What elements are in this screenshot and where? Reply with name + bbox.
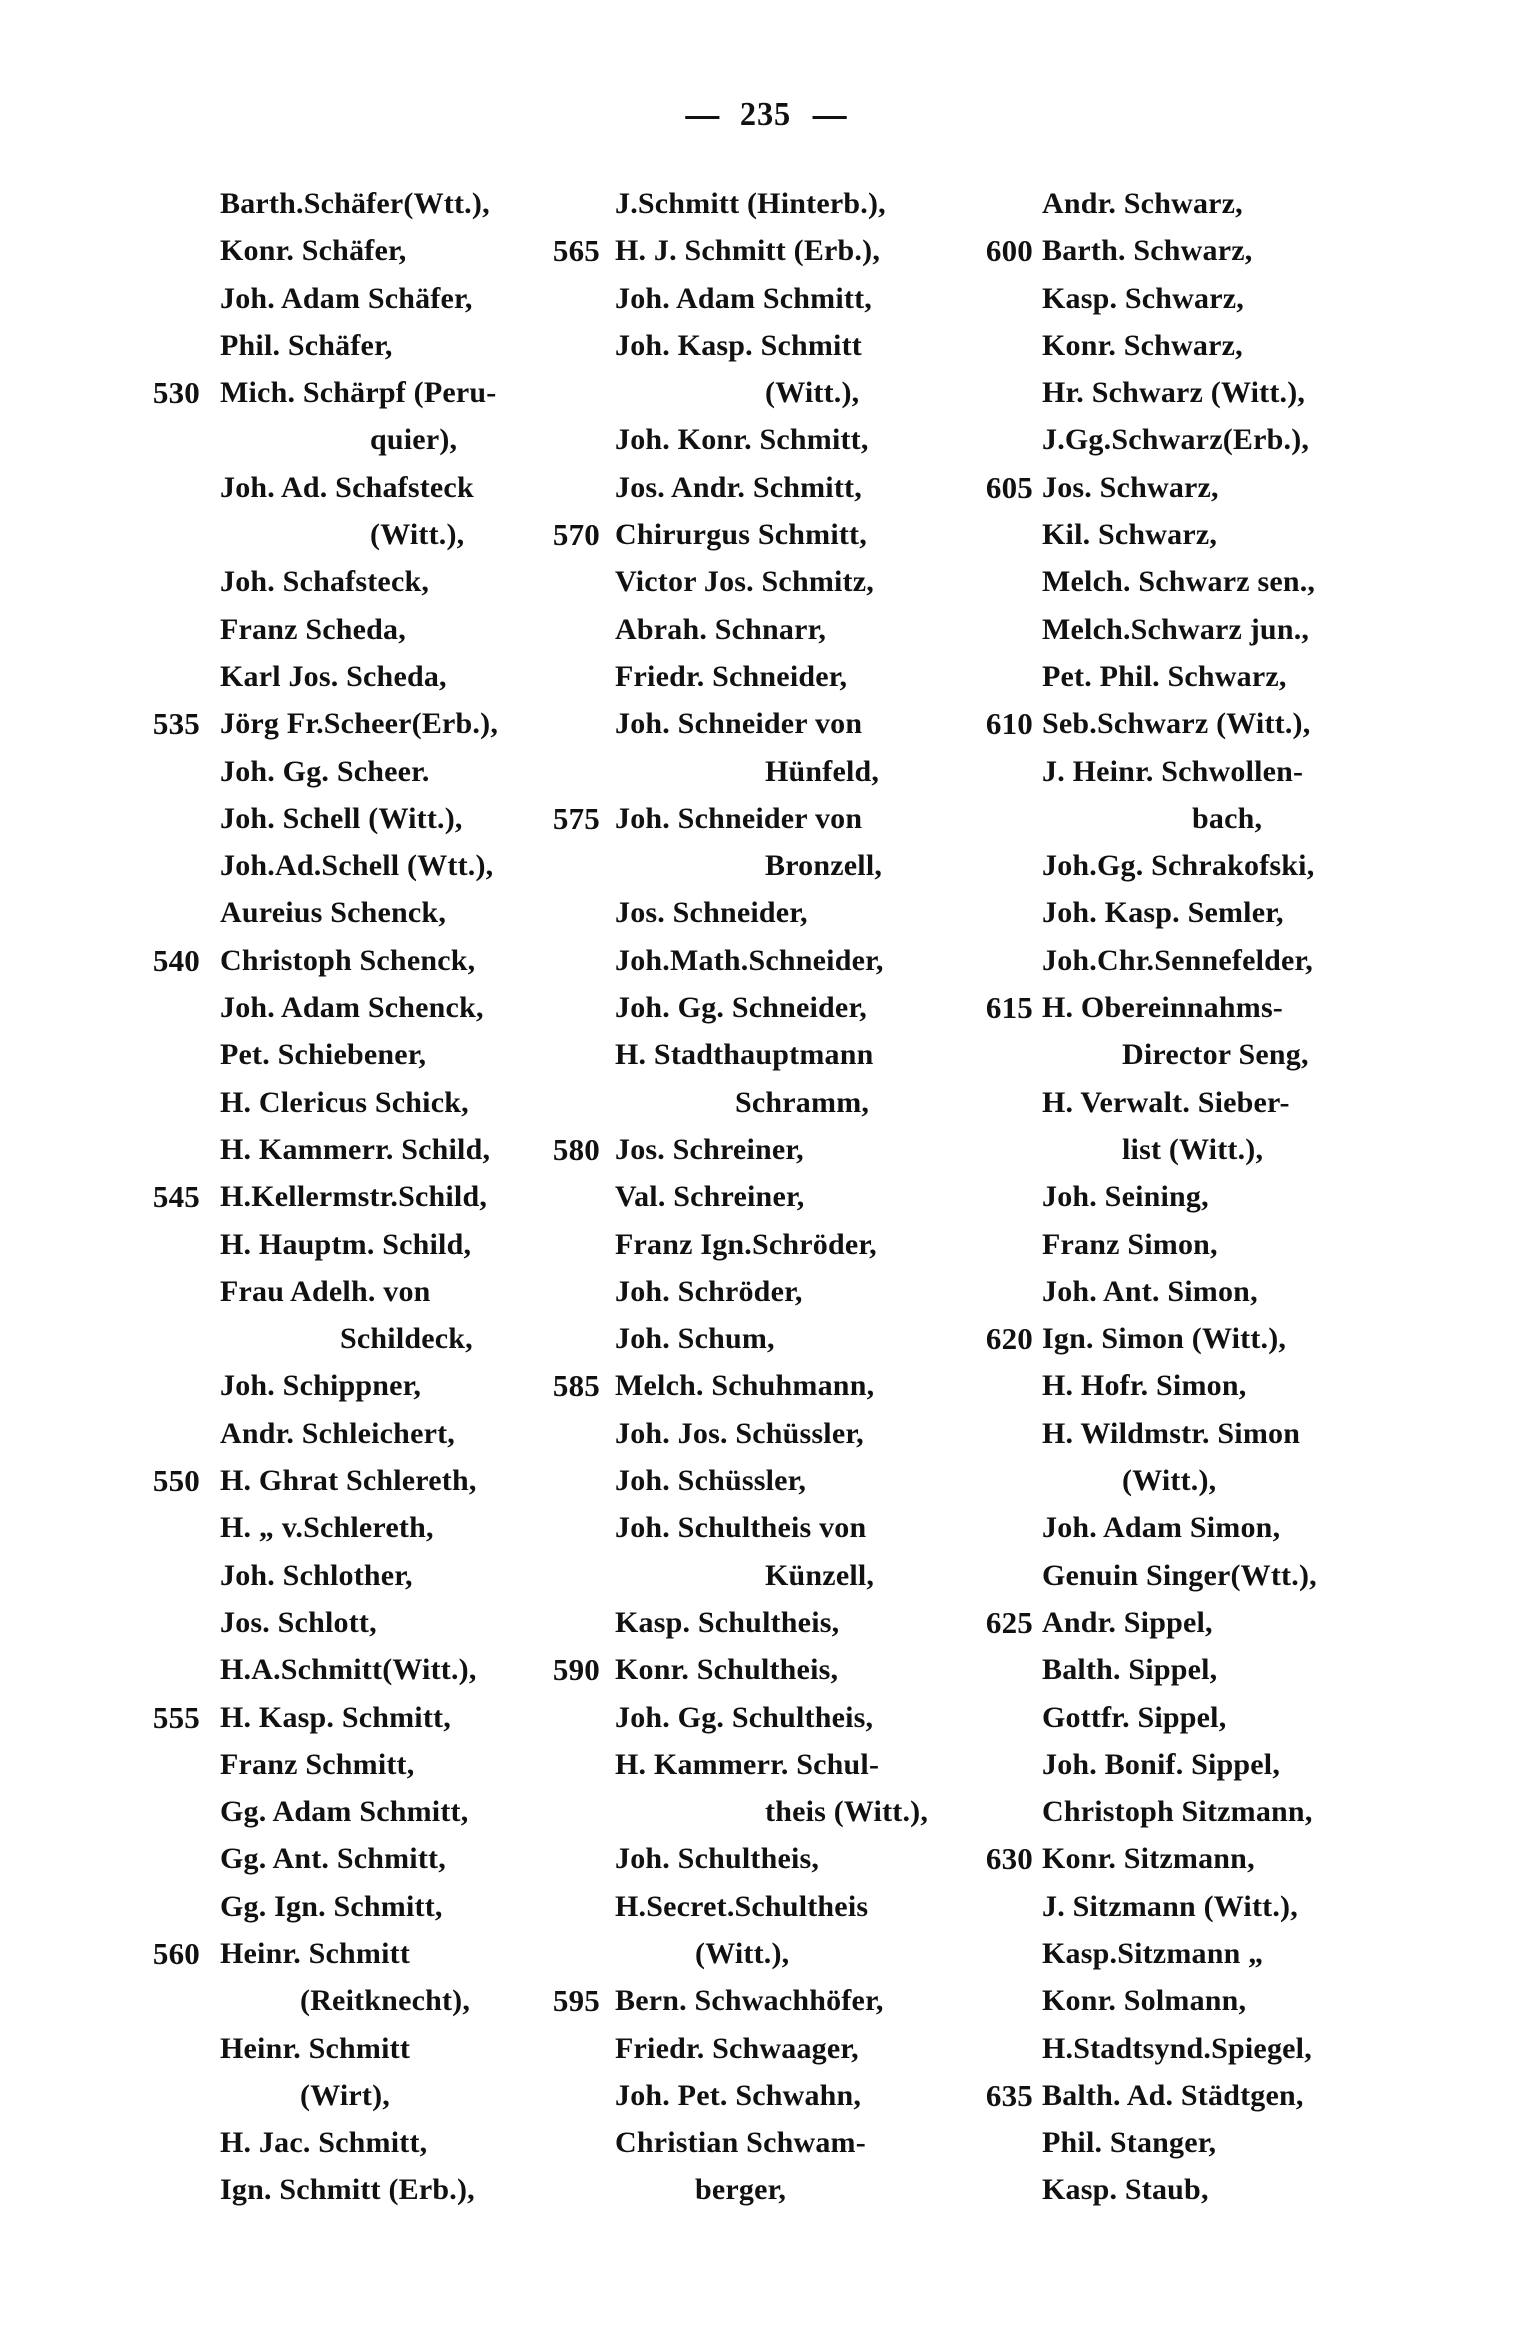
- list-entry: [945, 748, 1415, 795]
- entry-name: Ign. Schmitt (Erb.),: [220, 2173, 475, 2207]
- entry-name: Kasp.Sitzmann „: [1042, 1936, 1264, 1970]
- entry-name: H. Stadthauptmann: [615, 1038, 874, 1072]
- entry-name: Joh. Schultheis von: [615, 1511, 867, 1545]
- column-right: [945, 180, 1415, 2214]
- entry-name: H. Kasp. Schmitt,: [220, 1700, 451, 1734]
- list-entry: [945, 2025, 1415, 2072]
- page-number-dash-left: [685, 116, 719, 119]
- list-entry: [945, 1788, 1415, 1835]
- list-entry: [520, 1552, 1000, 1599]
- list-entry: [520, 1079, 1000, 1126]
- entry-name: Kil. Schwarz,: [1042, 518, 1218, 552]
- entry-name: theis (Witt.),: [765, 1795, 929, 1829]
- entry-number: 590: [552, 1652, 600, 1688]
- entry-name: Künzell,: [765, 1558, 875, 1592]
- entry-name: Konr. Schäfer,: [220, 234, 407, 268]
- entry-name: Pet. Schiebener,: [220, 1038, 427, 1072]
- entry-name: (Witt.),: [695, 1936, 790, 1970]
- list-entry: [520, 1504, 1000, 1551]
- entry-number: 635: [985, 2077, 1033, 2113]
- list-entry: [520, 1221, 1000, 1268]
- entry-name: Karl Jos. Scheda,: [220, 659, 447, 693]
- entry-name: Schildeck,: [340, 1322, 473, 1356]
- list-entry: [520, 1315, 1000, 1362]
- entry-name: H.Kellermstr.Schild,: [220, 1180, 488, 1214]
- entry-number: 580: [552, 1131, 600, 1167]
- entry-name: Melch. Schwarz sen.,: [1042, 565, 1316, 599]
- entry-name: (Witt.),: [370, 518, 465, 552]
- entry-name: Christoph Schenck,: [220, 943, 476, 977]
- entry-name: Andr. Schwarz,: [1042, 187, 1243, 220]
- entry-name: Schramm,: [735, 1085, 870, 1119]
- list-entry: [520, 416, 1000, 463]
- entry-name: J.Gg.Schwarz(Erb.),: [1042, 423, 1310, 457]
- entry-name: Christoph Sitzmann,: [1042, 1795, 1313, 1829]
- entry-number: 620: [985, 1321, 1033, 1357]
- entry-name: Franz Simon,: [1042, 1227, 1218, 1261]
- entry-name: H.Stadtsynd.Spiegel,: [1042, 2031, 1312, 2065]
- list-entry: [520, 1126, 1000, 1173]
- list-entry: [945, 1126, 1415, 1173]
- list-entry: [520, 180, 1000, 227]
- list-entry: [520, 2072, 1000, 2119]
- entry-name: H. „ v.Schlereth,: [220, 1511, 434, 1545]
- entry-name: Kasp. Staub,: [1042, 2173, 1209, 2207]
- entry-name: Heinr. Schmitt: [220, 1936, 411, 1970]
- entry-name: Joh. Kasp. Schmitt: [615, 328, 862, 362]
- list-entry: [945, 227, 1415, 274]
- list-entry: [520, 1977, 1000, 2024]
- entry-number: 550: [152, 1463, 200, 1499]
- list-entry: [520, 937, 1000, 984]
- entry-name: Joh. Bonif. Sippel,: [1042, 1747, 1281, 1781]
- list-entry: [520, 322, 1000, 369]
- page-number-value: 235: [739, 96, 792, 133]
- entry-name: Mich. Schärpf (Peru-: [220, 376, 497, 410]
- list-entry: [945, 795, 1415, 842]
- list-entry: [945, 1362, 1415, 1409]
- entry-name: Joh. Schafsteck,: [220, 565, 430, 599]
- entry-name: Joh. Schum,: [615, 1322, 775, 1356]
- entry-name: H. Kammerr. Schild,: [220, 1132, 491, 1166]
- list-entry: [945, 1741, 1415, 1788]
- page-number-dash-right: [812, 116, 846, 119]
- entry-name: H. Obereinnahms-: [1042, 991, 1284, 1025]
- entry-name: Bern. Schwachhöfer,: [615, 1984, 884, 2018]
- list-entry: [520, 1694, 1000, 1741]
- entry-name: Gg. Adam Schmitt,: [220, 1795, 469, 1829]
- entry-number: 540: [152, 942, 200, 978]
- entry-name: Joh. Adam Simon,: [1042, 1511, 1281, 1545]
- entry-name: Joh. Adam Schäfer,: [220, 281, 473, 315]
- list-entry: [520, 369, 1000, 416]
- entry-name: Joh.Gg. Schrakofski,: [1042, 849, 1315, 883]
- entry-name: Franz Ign.Schröder,: [615, 1227, 877, 1261]
- list-entry: [945, 1079, 1415, 1126]
- list-entry: [520, 653, 1000, 700]
- entry-name: Joh. Seining,: [1042, 1180, 1209, 1214]
- list-entry: [945, 1930, 1415, 1977]
- list-entry: [520, 1457, 1000, 1504]
- entry-name: Joh. Ad. Schafsteck: [220, 470, 474, 504]
- entry-name: Konr. Schultheis,: [615, 1653, 839, 1687]
- entry-number: 555: [152, 1699, 200, 1735]
- entry-name: Barth.Schäfer(Wtt.),: [220, 187, 490, 220]
- entry-name: Bronzell,: [765, 849, 883, 883]
- list-entry: [945, 511, 1415, 558]
- entry-number: 560: [152, 1935, 200, 1971]
- list-entry: [520, 464, 1000, 511]
- list-entry: [945, 606, 1415, 653]
- entry-name: H. Ghrat Schlereth,: [220, 1464, 477, 1498]
- list-entry: [945, 1504, 1415, 1551]
- entry-name: H. Hofr. Simon,: [1042, 1369, 1247, 1403]
- list-entry: [945, 1552, 1415, 1599]
- list-entry: [520, 1173, 1000, 1220]
- entry-name: (Wirt),: [300, 2078, 390, 2112]
- entry-name: Val. Schreiner,: [615, 1180, 805, 1214]
- entry-name: H. Hauptm. Schild,: [220, 1227, 472, 1261]
- entry-name: Abrah. Schnarr,: [615, 612, 827, 646]
- entry-name: Heinr. Schmitt: [220, 2031, 411, 2065]
- entry-name: Joh. Kasp. Semler,: [1042, 896, 1284, 930]
- entry-number: 585: [552, 1368, 600, 1404]
- list-entry: [520, 1031, 1000, 1078]
- list-entry: [945, 984, 1415, 1031]
- list-entry: [520, 1741, 1000, 1788]
- list-entry: [945, 889, 1415, 936]
- entry-name: berger,: [695, 2173, 787, 2207]
- entry-name: Joh. Jos. Schüssler,: [615, 1416, 864, 1450]
- entry-name: Melch.Schwarz jun.,: [1042, 612, 1310, 646]
- entry-name: Joh. Schultheis,: [615, 1842, 820, 1876]
- entry-name: Hünfeld,: [765, 754, 880, 788]
- entry-name: Melch. Schuhmann,: [615, 1369, 875, 1403]
- list-entry: [520, 511, 1000, 558]
- list-entry: [945, 558, 1415, 605]
- entry-name: Jos. Schreiner,: [615, 1132, 804, 1166]
- entry-name: Jos. Schwarz,: [1042, 470, 1219, 504]
- entry-number: 565: [552, 233, 600, 269]
- list-entry: [945, 180, 1415, 227]
- list-entry: [520, 1646, 1000, 1693]
- list-entry: [945, 937, 1415, 984]
- entry-name: Ign. Simon (Witt.),: [1042, 1322, 1287, 1356]
- list-entry: [945, 2072, 1415, 2119]
- entry-name: Joh. Konr. Schmitt,: [615, 423, 869, 457]
- entry-name: Joh.Math.Schneider,: [615, 943, 884, 977]
- list-entry: [520, 984, 1000, 1031]
- list-entry: [945, 416, 1415, 463]
- list-entry: [520, 1599, 1000, 1646]
- entry-name: Pet. Phil. Schwarz,: [1042, 659, 1287, 693]
- list-entry: [945, 1221, 1415, 1268]
- list-entry: [520, 2119, 1000, 2166]
- list-entry: [520, 889, 1000, 936]
- entry-name: H. J. Schmitt (Erb.),: [615, 234, 881, 268]
- entry-name: bach,: [1192, 801, 1263, 835]
- entry-name: H. Clericus Schick,: [220, 1085, 469, 1119]
- list-entry: [945, 1599, 1415, 1646]
- entry-name: (Witt.),: [765, 376, 860, 410]
- entry-name: Joh. Gg. Scheer.: [220, 754, 430, 788]
- entry-name: Christian Schwam-: [615, 2126, 866, 2160]
- list-entry: [945, 1694, 1415, 1741]
- entry-name: Victor Jos. Schmitz,: [615, 565, 874, 599]
- list-entry: [945, 2119, 1415, 2166]
- entry-name: Aureius Schenck,: [220, 896, 447, 930]
- entry-name: H. Verwalt. Sieber-: [1042, 1085, 1290, 1119]
- entry-name: Hr. Schwarz (Witt.),: [1042, 376, 1306, 410]
- entry-number: 535: [152, 706, 200, 742]
- entry-name: Balth. Ad. Städtgen,: [1042, 2078, 1304, 2112]
- entry-name: J. Heinr. Schwollen-: [1042, 754, 1304, 788]
- entry-number: 625: [985, 1604, 1033, 1640]
- entry-name: Balth. Sippel,: [1042, 1653, 1218, 1687]
- entry-name: Joh. Gg. Schneider,: [615, 991, 867, 1025]
- list-entry: [945, 464, 1415, 511]
- entry-name: Friedr. Schneider,: [615, 659, 848, 693]
- list-entry: [520, 275, 1000, 322]
- entry-name: Seb.Schwarz (Witt.),: [1042, 707, 1311, 741]
- entry-name: Konr. Sitzmann,: [1042, 1842, 1255, 1876]
- entry-name: Gottfr. Sippel,: [1042, 1700, 1227, 1734]
- list-entry: [945, 1031, 1415, 1078]
- list-entry: [945, 1268, 1415, 1315]
- entry-name: Joh. Pet. Schwahn,: [615, 2078, 862, 2112]
- list-entry: [520, 1788, 1000, 1835]
- entry-name: H. Jac. Schmitt,: [220, 2126, 428, 2160]
- entry-name: Genuin Singer(Wtt.),: [1042, 1558, 1317, 1592]
- entry-name: list (Witt.),: [1122, 1132, 1264, 1166]
- entry-name: Joh. Schröder,: [615, 1274, 803, 1308]
- entry-name: Frau Adelh. von: [220, 1274, 431, 1308]
- entry-name: Gg. Ign. Schmitt,: [220, 1889, 443, 1923]
- entry-number: 615: [985, 990, 1033, 1026]
- list-entry: [945, 275, 1415, 322]
- entry-name: Konr. Schwarz,: [1042, 328, 1243, 362]
- list-entry: [520, 748, 1000, 795]
- entry-name: Kasp. Schultheis,: [615, 1605, 840, 1639]
- entry-number: 610: [985, 706, 1033, 742]
- entry-name: Kasp. Schwarz,: [1042, 281, 1244, 315]
- entry-name: (Witt.),: [1122, 1464, 1217, 1498]
- entry-name: H.A.Schmitt(Witt.),: [220, 1653, 477, 1687]
- entry-name: Franz Scheda,: [220, 612, 406, 646]
- entry-name: quier),: [370, 423, 458, 457]
- page-number: [38, 96, 1492, 134]
- entry-name: Joh. Schlother,: [220, 1558, 413, 1592]
- entry-name: Gg. Ant. Schmitt,: [220, 1842, 446, 1876]
- entry-number: 600: [985, 233, 1033, 269]
- entry-name: Joh. Adam Schenck,: [220, 991, 484, 1025]
- list-entry: [520, 1362, 1000, 1409]
- list-entry: [945, 1410, 1415, 1457]
- entry-name: Jos. Schneider,: [615, 896, 808, 930]
- list-entry: [945, 2166, 1415, 2213]
- entry-name: Joh.Chr.Sennefelder,: [1042, 943, 1313, 977]
- list-entry: [520, 606, 1000, 653]
- entry-name: Jörg Fr.Scheer(Erb.),: [220, 707, 499, 741]
- list-entry: [945, 1835, 1415, 1882]
- entry-name: Konr. Solmann,: [1042, 1984, 1247, 2018]
- list-entry: [520, 1835, 1000, 1882]
- list-entry: [520, 227, 1000, 274]
- entry-name: Andr. Sippel,: [1042, 1605, 1213, 1639]
- entry-name: Phil. Schäfer,: [220, 328, 393, 362]
- list-entry: [520, 700, 1000, 747]
- entry-name: Phil. Stanger,: [1042, 2126, 1217, 2160]
- entry-name: Joh. Schneider von: [615, 801, 863, 835]
- entry-name: Joh. Schneider von: [615, 707, 863, 741]
- list-entry: [945, 1646, 1415, 1693]
- entry-name: Franz Schmitt,: [220, 1747, 415, 1781]
- entry-number: 530: [152, 375, 200, 411]
- list-entry: [945, 700, 1415, 747]
- list-entry: [945, 1883, 1415, 1930]
- entry-name: Joh. Adam Schmitt,: [615, 281, 872, 315]
- entry-name: J.Schmitt (Hinterb.),: [615, 187, 886, 220]
- entry-name: Joh. Schippner,: [220, 1369, 422, 1403]
- entry-number: 545: [152, 1179, 200, 1215]
- entry-name: Barth. Schwarz,: [1042, 234, 1253, 268]
- list-entry: [520, 795, 1000, 842]
- list-entry: [945, 653, 1415, 700]
- list-entry: [520, 558, 1000, 605]
- column-middle: [520, 180, 1000, 2214]
- entry-name: H. Kammerr. Schul-: [615, 1747, 880, 1781]
- entry-name: H. Wildmstr. Simon: [1042, 1416, 1301, 1450]
- list-entry: [520, 1930, 1000, 1977]
- list-entry: [945, 322, 1415, 369]
- entry-name: Chirurgus Schmitt,: [615, 518, 867, 552]
- list-entry: [945, 1315, 1415, 1362]
- entry-number: 570: [552, 517, 600, 553]
- entry-name: Jos. Andr. Schmitt,: [615, 470, 862, 504]
- list-entry: [520, 1410, 1000, 1457]
- entry-name: Joh. Schell (Witt.),: [220, 801, 463, 835]
- entry-number: 595: [552, 1983, 600, 2019]
- entry-name: H.Secret.Schultheis: [615, 1889, 869, 1923]
- entry-name: Joh. Gg. Schultheis,: [615, 1700, 874, 1734]
- list-entry: [520, 842, 1000, 889]
- entry-name: Director Seng,: [1122, 1038, 1309, 1072]
- list-entry: [945, 1977, 1415, 2024]
- entry-name: Joh.Ad.Schell (Wtt.),: [220, 849, 494, 883]
- entry-name: Jos. Schlott,: [220, 1605, 377, 1639]
- entry-name: (Reitknecht),: [300, 1984, 471, 2018]
- entry-number: 575: [552, 800, 600, 836]
- entry-name: Joh. Schüssler,: [615, 1464, 807, 1498]
- list-entry: [945, 1173, 1415, 1220]
- entry-name: Joh. Ant. Simon,: [1042, 1274, 1258, 1308]
- list-entry: [945, 1457, 1415, 1504]
- list-entry: [520, 2025, 1000, 2072]
- list-entry: [945, 369, 1415, 416]
- entry-name: Friedr. Schwaager,: [615, 2031, 859, 2065]
- list-entry: [520, 1268, 1000, 1315]
- list-entry: [520, 1883, 1000, 1930]
- entry-number: 630: [985, 1841, 1033, 1877]
- list-entry: [945, 842, 1415, 889]
- entry-name: J. Sitzmann (Witt.),: [1042, 1889, 1298, 1923]
- list-entry: [520, 2166, 1000, 2213]
- entry-number: 605: [985, 469, 1033, 505]
- entry-name: Andr. Schleichert,: [220, 1416, 455, 1450]
